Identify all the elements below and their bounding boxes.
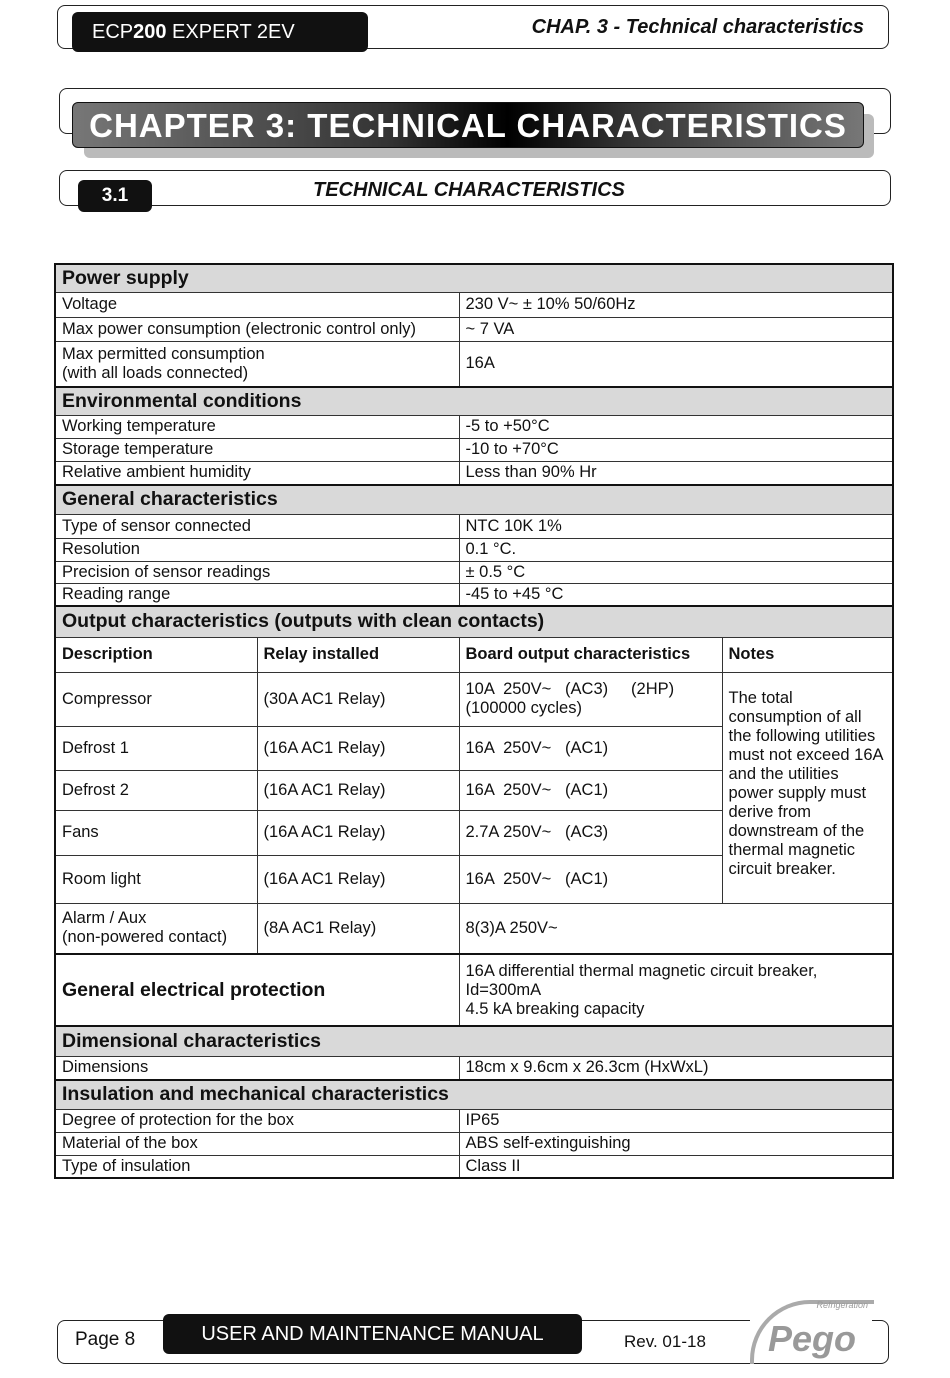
column-header: Relay installed bbox=[257, 637, 459, 672]
output-characteristics: 16A 250V~ (AC1) bbox=[459, 726, 722, 770]
spec-label: Degree of protection for the box bbox=[55, 1109, 459, 1132]
column-header: Board output characteristics bbox=[459, 637, 722, 672]
spec-value: 16A bbox=[459, 341, 893, 387]
column-header: Description bbox=[55, 637, 257, 672]
output-description: Alarm / Aux (non-powered contact) bbox=[55, 903, 257, 954]
manual-title: USER AND MAINTENANCE MANUAL bbox=[163, 1314, 582, 1354]
model-label bbox=[72, 12, 368, 52]
output-relay: (16A AC1 Relay) bbox=[257, 855, 459, 903]
spec-value: 18cm x 9.6cm x 26.3cm (HxWxL) bbox=[459, 1056, 893, 1080]
spec-label: Resolution bbox=[55, 538, 459, 561]
output-characteristics: 10A 250V~ (AC3) (2HP) (100000 cycles) bbox=[459, 672, 722, 726]
spec-label: Max power consumption (electronic control only) bbox=[55, 317, 459, 341]
output-description: Defrost 1 bbox=[55, 726, 257, 770]
output-description: Room light bbox=[55, 855, 257, 903]
output-relay: (16A AC1 Relay) bbox=[257, 726, 459, 770]
output-relay: (30A AC1 Relay) bbox=[257, 672, 459, 726]
spec-label: Max permitted consumption (with all loads connected) bbox=[55, 341, 459, 387]
model-suffix: EXPERT 2EV bbox=[166, 21, 295, 43]
spec-label: Type of sensor connected bbox=[55, 514, 459, 538]
model-num: 200 bbox=[133, 21, 167, 43]
spec-value: 0.1 °C. bbox=[459, 538, 893, 561]
protection-value: 16A differential thermal magnetic circuit breaker, Id=300mA 4.5 kA breaking capacity bbox=[459, 954, 893, 1026]
model-prefix: ECP bbox=[92, 21, 134, 43]
output-relay: (16A AC1 Relay) bbox=[257, 770, 459, 810]
chapter-ref: CHAP. 3 - Technical characteristics bbox=[531, 16, 864, 38]
spec-label: Dimensions bbox=[55, 1056, 459, 1080]
output-description: Fans bbox=[55, 810, 257, 855]
output-relay: (8A AC1 Relay) bbox=[257, 903, 459, 954]
spec-value: ABS self-extinguishing bbox=[459, 1132, 893, 1155]
revision: Rev. 01-18 bbox=[624, 1332, 706, 1351]
spec-value: IP65 bbox=[459, 1109, 893, 1132]
output-relay: (16A AC1 Relay) bbox=[257, 810, 459, 855]
logo-text: Pego bbox=[768, 1318, 857, 1359]
spec-label: Working temperature bbox=[55, 415, 459, 438]
spec-label: Relative ambient humidity bbox=[55, 461, 459, 485]
section-heading: Dimensional characteristics bbox=[55, 1026, 893, 1056]
spec-label: Precision of sensor readings bbox=[55, 561, 459, 583]
spec-value: 230 V~ ± 10% 50/60Hz bbox=[459, 292, 893, 317]
chapter-title: CHAPTER 3: TECHNICAL CHARACTERISTICS bbox=[72, 102, 864, 148]
protection-label: General electrical protection bbox=[55, 954, 459, 1026]
section-heading: Insulation and mechanical characteristics bbox=[55, 1080, 893, 1109]
output-description: Compressor bbox=[55, 672, 257, 726]
output-notes: The total consumption of all the following utilities must not exceed 16A and the utilities power supply must derive from downstream of the thermal magnetic circuit breaker. bbox=[722, 672, 893, 903]
output-description: Defrost 2 bbox=[55, 770, 257, 810]
spec-value: Class II bbox=[459, 1155, 893, 1178]
section-heading: Environmental conditions bbox=[55, 387, 893, 415]
column-header: Notes bbox=[722, 637, 893, 672]
output-characteristics: 16A 250V~ (AC1) bbox=[459, 770, 722, 810]
spec-label: Reading range bbox=[55, 583, 459, 606]
page-number: Page 8 bbox=[75, 1329, 136, 1350]
output-characteristics: 16A 250V~ (AC1) bbox=[459, 855, 722, 903]
spec-value: ~ 7 VA bbox=[459, 317, 893, 341]
spec-label: Storage temperature bbox=[55, 438, 459, 461]
section-heading: General characteristics bbox=[55, 485, 893, 514]
spec-value: -45 to +45 °C bbox=[459, 583, 893, 606]
specs-table bbox=[54, 263, 894, 1179]
spec-label: Type of insulation bbox=[55, 1155, 459, 1178]
section-title: TECHNICAL CHARACTERISTICS bbox=[313, 179, 625, 201]
power-header bbox=[55, 264, 893, 292]
pego-logo bbox=[750, 1296, 872, 1362]
spec-value: -5 to +50°C bbox=[459, 415, 893, 438]
spec-value: -10 to +70°C bbox=[459, 438, 893, 461]
logo-subtitle: Refrigeration bbox=[816, 1300, 868, 1310]
section-heading: Output characteristics (outputs with clean contacts) bbox=[55, 606, 893, 637]
output-characteristics: 8(3)A 250V~ bbox=[459, 903, 893, 954]
spec-value: Less than 90% Hr bbox=[459, 461, 893, 485]
spec-value: NTC 10K 1% bbox=[459, 514, 893, 538]
spec-label: Voltage bbox=[55, 292, 459, 317]
spec-label: Material of the box bbox=[55, 1132, 459, 1155]
section-number: 3.1 bbox=[78, 180, 152, 212]
section-heading: Power supply bbox=[55, 264, 893, 292]
spec-value: ± 0.5 °C bbox=[459, 561, 893, 583]
output-characteristics: 2.7A 250V~ (AC3) bbox=[459, 810, 722, 855]
